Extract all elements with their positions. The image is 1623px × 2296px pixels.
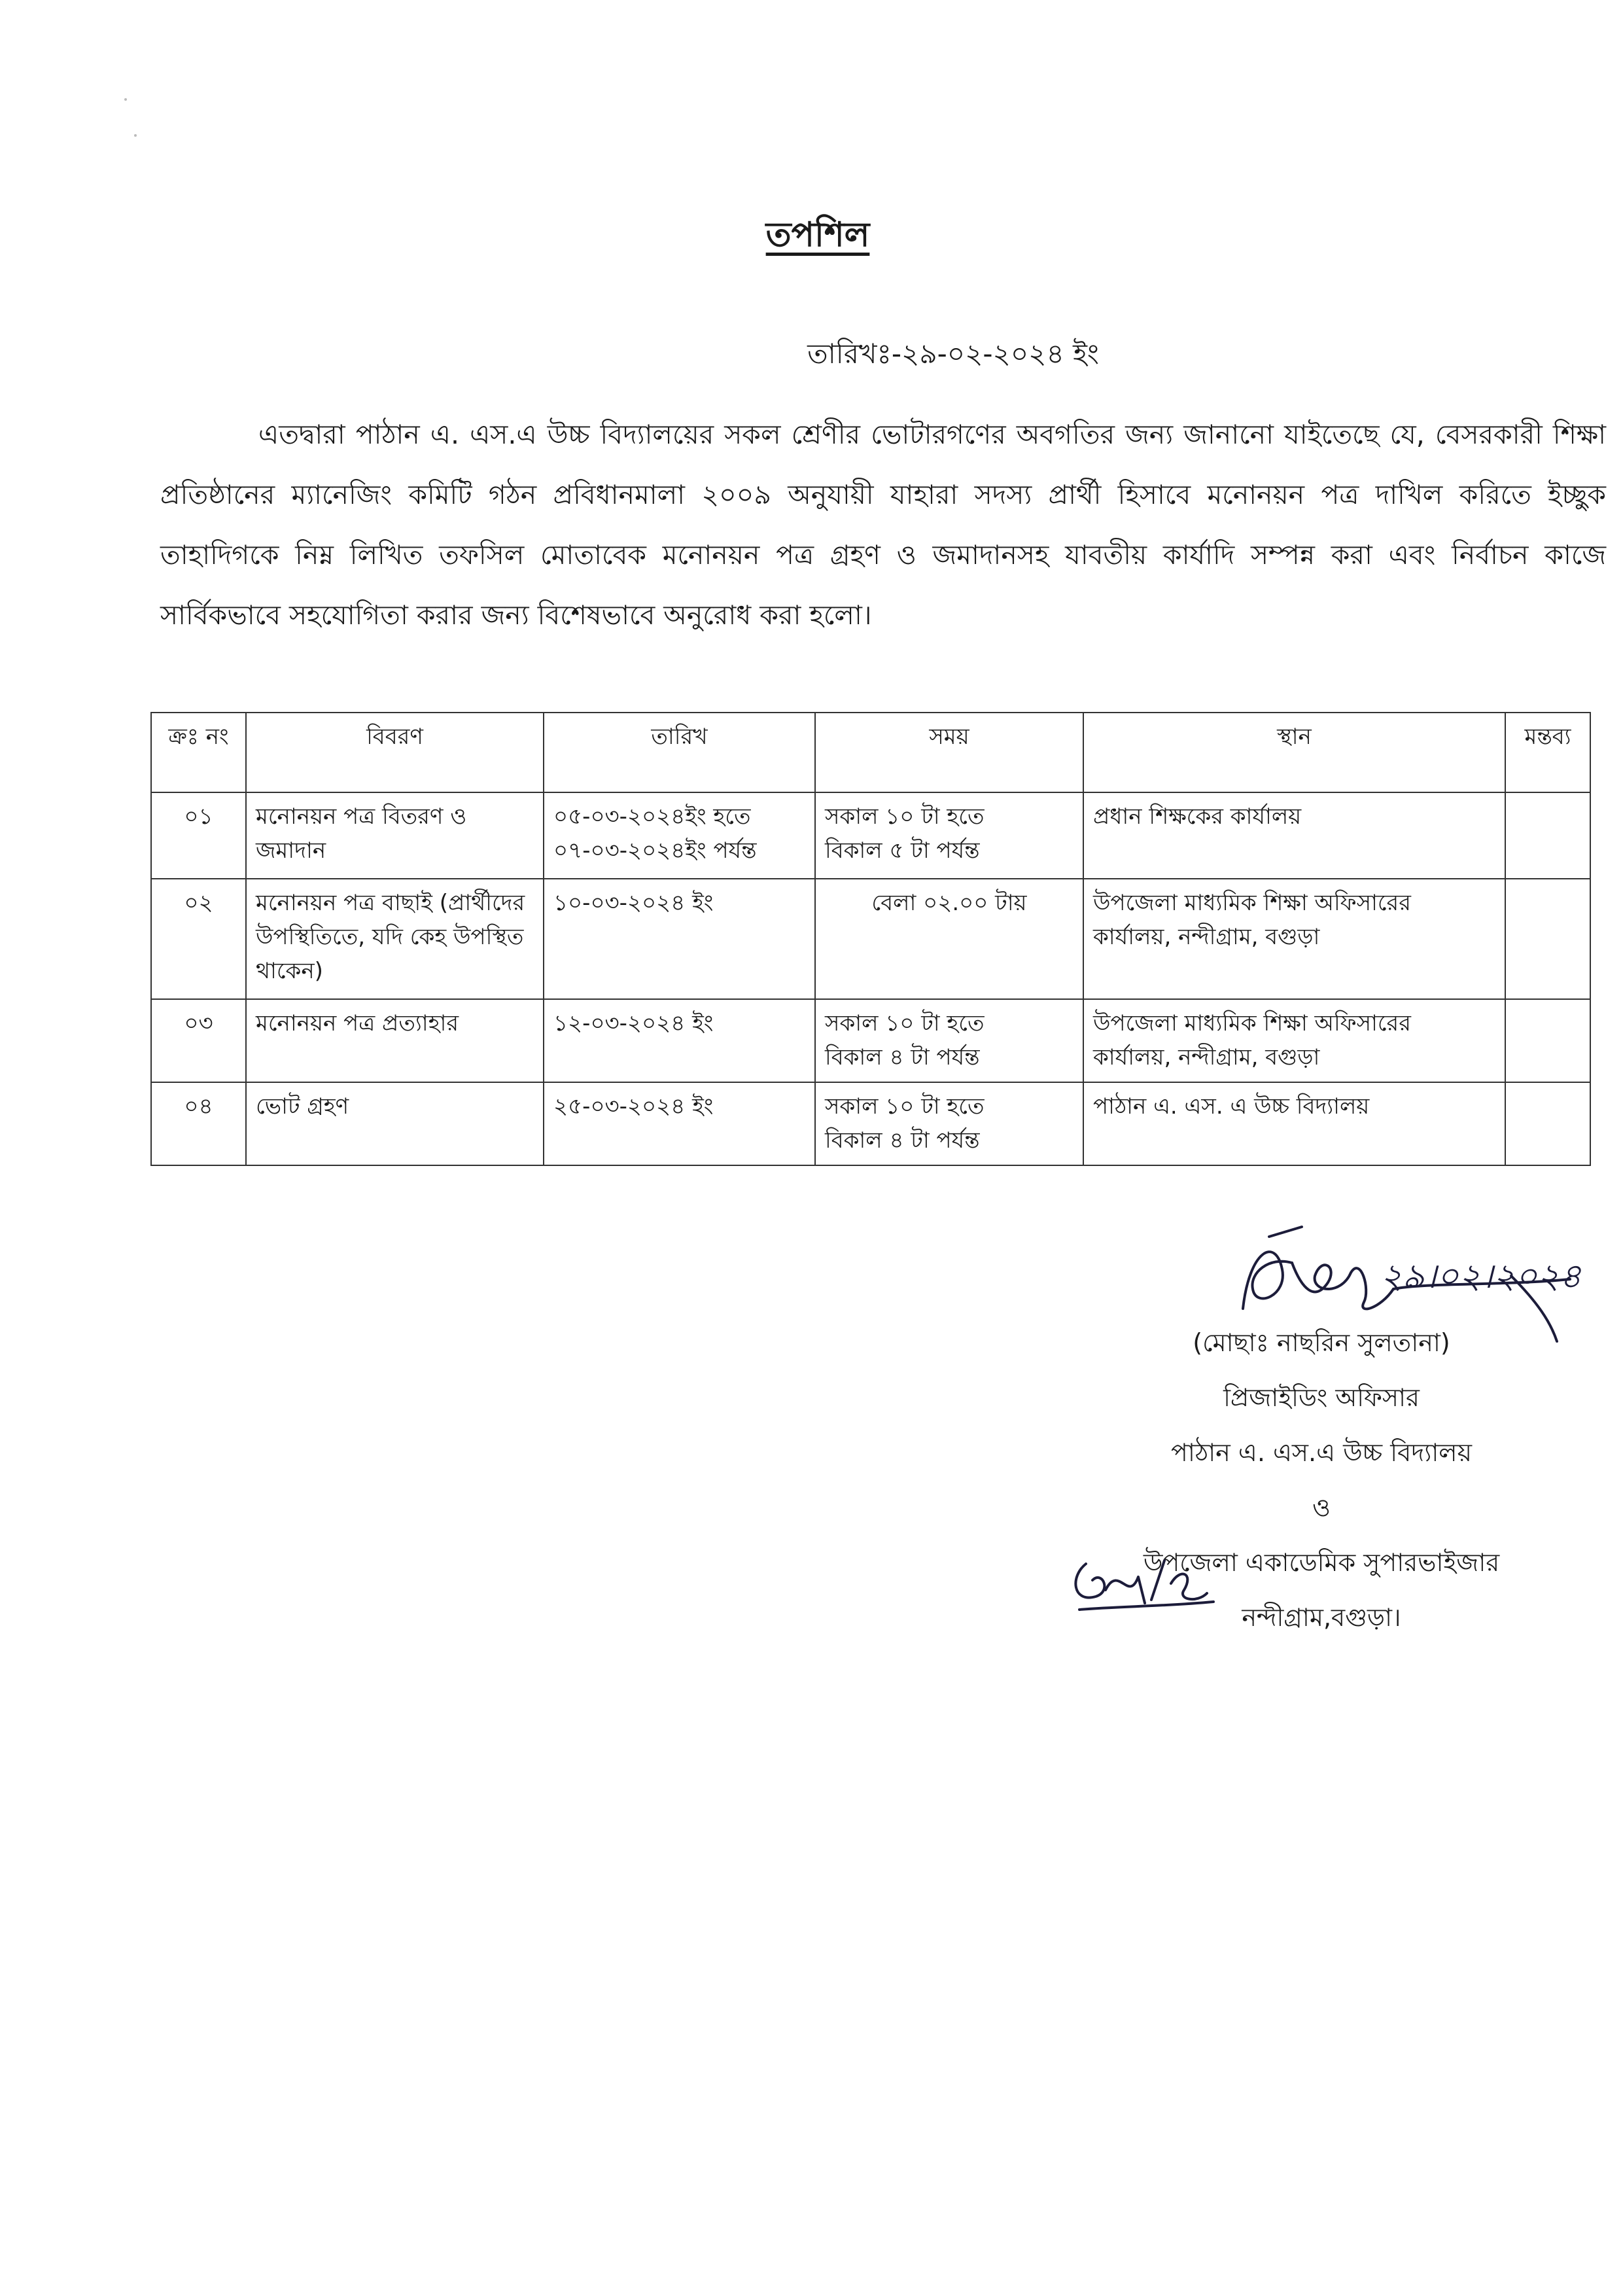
signatory-location: নন্দীগ্রাম,বগুড়া। — [1242, 1603, 1401, 1632]
place-cell: উপজেলা মাধ্যমিক শিক্ষা অফিসারের কার্যালয়, নন্দীগ্রাম, বগুড়া — [1083, 999, 1505, 1082]
time-line: সকাল ১০ টা হতে — [825, 1093, 985, 1120]
time-line: বিকাল ৫ টা পর্যন্ত — [825, 838, 980, 864]
signatory-role2: উপজেলা একাডেমিক সুপারভাইজার — [1143, 1548, 1500, 1577]
header-date: তারিখ — [544, 713, 815, 792]
serial-cell: ০১ — [151, 792, 246, 879]
time-line: বিকাল ৪ টা পর্যন্ত — [825, 1127, 980, 1154]
date-line: ২৫-০৩-২০২৪ ইং — [553, 1093, 714, 1120]
remark-cell — [1505, 999, 1590, 1082]
description-cell: মনোনয়ন পত্র বিতরণ ও জমাদান — [246, 792, 544, 879]
date-line: ১২-০৩-২০২৪ ইং — [553, 1010, 714, 1036]
header-remark: মন্তব্য — [1505, 713, 1590, 792]
page-title: তপশিল — [765, 215, 870, 255]
header-place: স্থান — [1083, 713, 1505, 792]
time-cell — [815, 792, 1083, 879]
table-row — [151, 1082, 1590, 1165]
date-line: ০৭-০৩-২০২৪ইং পর্যন্ত — [553, 838, 757, 864]
place-cell: প্রধান শিক্ষকের কার্যালয় — [1083, 792, 1505, 879]
header-time: সময় — [815, 713, 1083, 792]
time-line: সকাল ১০ টা হতে — [825, 1010, 985, 1036]
description-cell: ভোট গ্রহণ — [246, 1082, 544, 1165]
table-row — [151, 999, 1590, 1082]
description-cell: মনোনয়ন পত্র প্রত্যাহার — [246, 999, 544, 1082]
scan-speck — [124, 98, 127, 101]
serial-cell: ০৩ — [151, 999, 246, 1082]
remark-cell — [1505, 879, 1590, 999]
signatory-school: পাঠান এ. এস.এ উচ্চ বিদ্যালয় — [1171, 1438, 1472, 1467]
header-description: বিবরণ — [246, 713, 544, 792]
schedule-table — [150, 712, 1591, 1166]
conjunction: ও — [1312, 1493, 1331, 1522]
time-cell — [815, 879, 1083, 999]
header-serial: ক্রঃ নং — [151, 713, 246, 792]
notice-paragraph: এতদ্বারা পাঠান এ. এস.এ উচ্চ বিদ্যালয়ের সকল শ্রেণীর ভোটারগণের অবগতির জন্য জানানো যাইতেছে যে, বেসরকারী শিক্ষা প্রতিষ্ঠানের ম্যানেজিং কমিটি গঠন প্রবিধানমালা ২০০৯ অনুযায়ী যাহারা সদস্য প্রার্থী হিসাবে মনোনয়ন পত্র দাখিল করিতে ইচ্ছুক তাহাদিগকে নিম্ন লিখিত তফসিল মোতাবেক মনোনয়ন পত্র গ্রহণ ও জমাদানসহ যাবতীয় কার্যাদি সম্পন্ন করা এবং নির্বাচন কাজে সার্বিকভাবে সহযোগিতা করার জন্য বিশেষভাবে অনুরোধ করা হলো। — [160, 419, 1606, 631]
place-cell: পাঠান এ. এস. এ উচ্চ বিদ্যালয় — [1083, 1082, 1505, 1165]
time-line: বেলা ০২.০০ টায় — [871, 890, 1027, 916]
time-line: বিকাল ৪ টা পর্যন্ত — [825, 1044, 980, 1070]
notice-date: তারিখঃ-২৯-০২-২০২৪ ইং — [807, 338, 1099, 370]
date-cell — [544, 879, 815, 999]
date-cell — [544, 1082, 815, 1165]
serial-cell: ০৪ — [151, 1082, 246, 1165]
scan-speck — [134, 134, 137, 137]
time-cell — [815, 999, 1083, 1082]
signatory-role: প্রিজাইডিং অফিসার — [1223, 1383, 1420, 1412]
table-row — [151, 792, 1590, 879]
handwritten-date: ২৯।০২।২০২৪ — [1380, 1257, 1582, 1296]
table-row — [151, 879, 1590, 999]
time-line: সকাল ১০ টা হতে — [825, 804, 985, 830]
time-cell — [815, 1082, 1083, 1165]
remark-cell — [1505, 1082, 1590, 1165]
handwritten-initials — [1066, 1544, 1217, 1616]
signatory-name: (মোছাঃ নাছরিন সুলতানা) — [1193, 1328, 1450, 1357]
date-line: ১০-০৩-২০২৪ ইং — [553, 890, 714, 916]
description-cell: মনোনয়ন পত্র বাছাই (প্রার্থীদের উপস্থিতিতে, যদি কেহ উপস্থিত থাকেন) — [246, 879, 544, 999]
place-cell: উপজেলা মাধ্যমিক শিক্ষা অফিসারের কার্যালয়, নন্দীগ্রাম, বগুড়া — [1083, 879, 1505, 999]
serial-cell: ০২ — [151, 879, 246, 999]
remark-cell — [1505, 792, 1590, 879]
table-header-row — [151, 713, 1590, 792]
date-cell — [544, 792, 815, 879]
date-cell — [544, 999, 815, 1082]
date-line: ০৫-০৩-২০২৪ইং হতে — [553, 804, 751, 830]
